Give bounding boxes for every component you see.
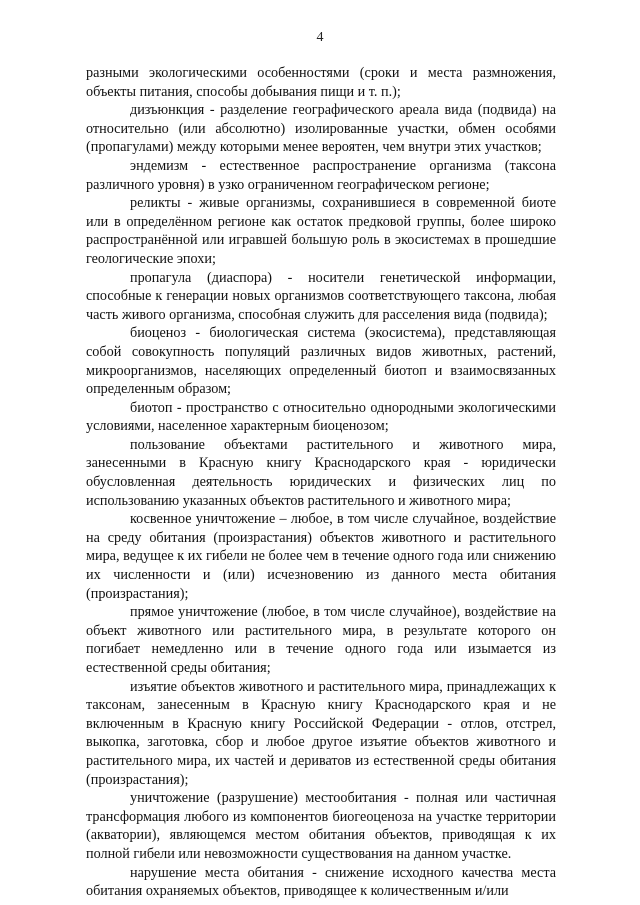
paragraph: биотоп - пространство с относительно однородными экологическими условиями, населенное характерным биоценозом; [86, 399, 556, 435]
paragraph: изъятие объектов животного и растительного мира, принадлежащих к таксонам, занесенным в Красную книгу Краснодарского края и не включенным в Красную книгу Российской Федерации - отлов, отстрел, выкопка, заготовка, сбор и любое другое изъятие объектов животного и растительного мира, их частей и дериватов из естественной среды обитания (произрастания); [86, 678, 556, 788]
paragraph: уничтожение (разрушение) местообитания - полная или частичная трансформация любого из компонентов биогеоценоза на участке территории (акватории), являющемся местом обитания объектов, приводящая к их полной гибели или невозможности существования на данном участке. [86, 790, 556, 862]
paragraph: дизъюнкция - разделение географического ареала вида (подвида) на относительно (или абсолютно) изолированные участки, обмен особями (пропагулами) между которыми менее вероятен, чем внутри этих участков; [86, 102, 556, 156]
paragraph: реликты - живые организмы, сохранившиеся в современной биоте или в определённом регионе как остаток предковой группы, более широко распространённой или игравшей большую роль в экосистемах в прошедшие геологические эпохи; [86, 195, 556, 267]
paragraph: пропагула (диаспора) - носители генетической информации, способные к генерации новых организмов соответствующего таксона, любая часть живого организма, способная служить для расселения вида (подвида); [86, 269, 556, 323]
paragraph: биоценоз - биологическая система (экосистема), представляющая собой совокупность популяций различных видов животных, растений, микроорганизмов, населяющих определенный биотоп и взаимосвязанных определенным образом; [86, 325, 556, 398]
paragraph: эндемизм - естественное распространение организма (таксона различного уровня) в узко ограниченном географическом регионе; [86, 157, 556, 193]
paragraph: разными экологическими особенностями (сроки и места размножения, объекты питания, способы добывания пищи и т. п.); [86, 65, 556, 100]
paragraph: прямое уничтожение (любое, в том числе случайное), воздействие на объект животного или растительного мира, в результате которого он погибает немедленно или в течение одного года или изымается из естественной среды обитания; [86, 604, 556, 676]
paragraph: косвенное уничтожение – любое, в том числе случайное, воздействие на среду обитания (произрастания) объектов животного и растительного мира, ведущее к их гибели не более чем в течение одного года или снижению их численности и (или) исчезновению из данного места обитания (произрастания); [86, 511, 556, 602]
document-body [86, 64, 556, 901]
page-number: 4 [316, 30, 324, 45]
paragraph: пользование объектами растительного и животного мира, занесенными в Красную книгу Краснодарского края - юридически обусловленная деятельность юридических и физических лиц по использованию указанных объектов растительного и животного мира; [86, 436, 556, 509]
paragraph: нарушение места обитания - снижение исходного качества места обитания охраняемых объектов, приводящее к количественным и/или [86, 864, 556, 900]
